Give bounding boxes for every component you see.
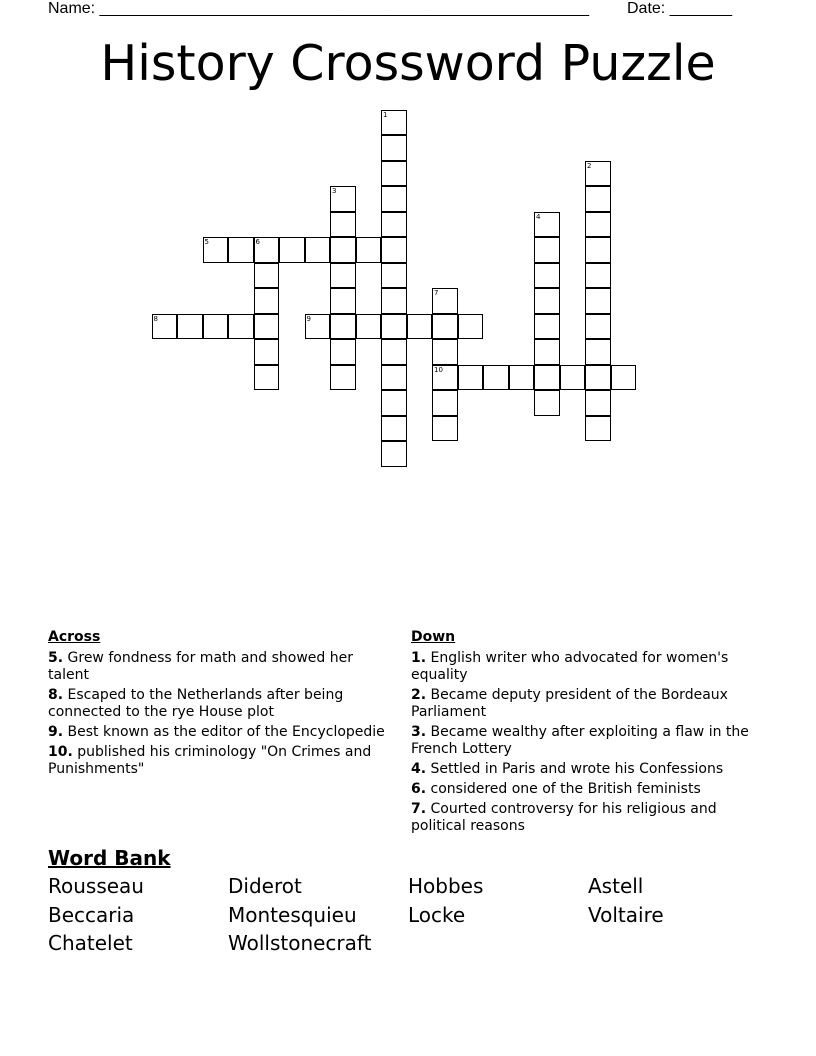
crossword-cell[interactable] <box>254 365 280 391</box>
clue-number: 6. <box>411 781 427 797</box>
crossword-cell[interactable] <box>203 314 229 340</box>
crossword-cell[interactable] <box>534 390 560 416</box>
crossword-cell[interactable] <box>381 110 407 136</box>
clue-text: Escaped to the Netherlands after being connected to the rye House plot <box>48 687 344 720</box>
clue-number: 3. <box>411 724 427 740</box>
crossword-cell[interactable] <box>458 365 484 391</box>
crossword-cell[interactable] <box>381 237 407 263</box>
word-bank-item: Montesquieu <box>228 903 357 927</box>
crossword-cell[interactable] <box>381 365 407 391</box>
clue-number-label: 7 <box>434 289 439 297</box>
word-bank-item: Beccaria <box>48 903 135 927</box>
crossword-cell[interactable] <box>585 365 611 391</box>
crossword-cell[interactable] <box>585 288 611 314</box>
word-bank-title: Word Bank <box>48 846 171 870</box>
crossword-cell[interactable] <box>228 314 254 340</box>
crossword-cell[interactable] <box>458 314 484 340</box>
crossword-cell[interactable] <box>381 135 407 161</box>
crossword-cell[interactable] <box>432 416 458 442</box>
crossword-cell[interactable] <box>585 263 611 289</box>
clue-down-2 <box>411 687 756 721</box>
clue-number: 9. <box>48 724 64 740</box>
clue-number: 2. <box>411 687 427 703</box>
clue-number-label: 1 <box>383 110 388 119</box>
crossword-cell[interactable] <box>330 339 356 365</box>
crossword-cell[interactable] <box>381 288 407 314</box>
clue-number-label: 2 <box>587 161 592 170</box>
clue-number: 1. <box>411 650 427 666</box>
crossword-cell[interactable] <box>534 339 560 365</box>
clue-text: Settled in Paris and wrote his Confessions <box>430 761 724 777</box>
clue-number: 5. <box>48 650 64 666</box>
clue-across-5 <box>48 650 393 684</box>
crossword-cell[interactable] <box>254 288 280 314</box>
crossword-cell[interactable] <box>432 339 458 365</box>
clue-text: English writer who advocated for women's equality <box>411 650 729 683</box>
word-bank-item: Wollstonecraft <box>228 931 372 955</box>
crossword-cell[interactable] <box>177 314 203 340</box>
date-field-label[interactable]: Date: _______ <box>627 0 732 17</box>
crossword-cell[interactable] <box>534 212 560 238</box>
clue-text: Became wealthy after exploiting a flaw in the French Lottery <box>411 724 749 757</box>
crossword-cell[interactable] <box>381 314 407 340</box>
clue-down-6 <box>411 781 756 798</box>
clue-number-label: 5 <box>204 238 209 246</box>
clue-text: Grew fondness for math and showed her talent <box>48 650 353 683</box>
crossword-cell[interactable] <box>228 237 254 263</box>
across-clues <box>48 629 393 781</box>
crossword-cell[interactable] <box>585 314 611 340</box>
crossword-cell[interactable] <box>254 237 280 263</box>
crossword-cell[interactable] <box>407 314 433 340</box>
clue-text: Best known as the editor of the Encyclopedie <box>67 724 385 740</box>
word-bank-item: Chatelet <box>48 931 133 955</box>
crossword-cell[interactable] <box>330 288 356 314</box>
crossword-cell[interactable] <box>534 288 560 314</box>
clue-number: 8. <box>48 687 64 703</box>
word-bank-item: Astell <box>588 874 644 898</box>
crossword-cell[interactable] <box>330 365 356 391</box>
clue-down-1 <box>411 650 756 684</box>
clue-number-label: 8 <box>153 314 158 323</box>
crossword-cell[interactable] <box>254 314 280 340</box>
crossword-cell[interactable] <box>534 263 560 289</box>
crossword-cell[interactable] <box>611 365 637 391</box>
crossword-cell[interactable] <box>356 237 382 263</box>
crossword-cell[interactable] <box>432 365 458 391</box>
crossword-cell[interactable] <box>203 237 229 263</box>
clue-text: Became deputy president of the Bordeaux Parliament <box>411 687 728 720</box>
crossword-cell[interactable] <box>534 237 560 263</box>
page-title: History Crossword Puzzle <box>100 35 716 92</box>
crossword-cell[interactable] <box>585 212 611 238</box>
crossword-cell[interactable] <box>381 186 407 212</box>
crossword-cell[interactable] <box>560 365 586 391</box>
clue-down-4 <box>411 761 756 778</box>
crossword-cell[interactable] <box>381 161 407 187</box>
crossword-cell[interactable] <box>483 365 509 391</box>
word-bank-item: Hobbes <box>408 874 484 898</box>
crossword-cell[interactable] <box>330 263 356 289</box>
word-bank-item: Locke <box>408 903 466 927</box>
crossword-cell[interactable] <box>585 339 611 365</box>
crossword-cell[interactable] <box>534 314 560 340</box>
clue-number: 4. <box>411 761 427 777</box>
clue-number-label: 10 <box>434 365 443 374</box>
crossword-cell[interactable] <box>330 314 356 340</box>
word-bank-item: Rousseau <box>48 874 144 898</box>
word-bank-item: Diderot <box>228 874 302 898</box>
clue-across-8 <box>48 687 393 721</box>
crossword-cell[interactable] <box>254 263 280 289</box>
clue-across-10 <box>48 744 393 778</box>
down-heading: Down <box>411 629 456 645</box>
name-field-label[interactable]: Name: _______________________________________________________ <box>48 0 589 17</box>
clue-text: published his criminology "On Crimes and Punishments" <box>48 744 372 777</box>
crossword-cell[interactable] <box>585 416 611 442</box>
crossword-cell[interactable] <box>534 365 560 391</box>
across-heading: Across <box>48 629 101 645</box>
clue-across-9 <box>48 724 393 741</box>
clue-down-3 <box>411 724 756 758</box>
crossword-cell[interactable] <box>279 237 305 263</box>
crossword-cell[interactable] <box>381 339 407 365</box>
down-clues <box>411 629 756 838</box>
crossword-cell[interactable] <box>432 288 458 314</box>
clue-text: considered one of the British feminists <box>430 781 701 797</box>
crossword-cell[interactable] <box>432 314 458 340</box>
clue-number-label: 9 <box>306 314 311 323</box>
crossword-cell[interactable] <box>330 237 356 263</box>
crossword-cell[interactable] <box>381 390 407 416</box>
crossword-cell[interactable] <box>305 237 331 263</box>
crossword-cell[interactable] <box>585 237 611 263</box>
crossword-cell[interactable] <box>381 416 407 442</box>
word-bank-item: Voltaire <box>588 903 664 927</box>
crossword-cell[interactable] <box>585 390 611 416</box>
crossword-cell[interactable] <box>381 263 407 289</box>
clue-number-label: 3 <box>332 187 337 195</box>
crossword-cell[interactable] <box>585 186 611 212</box>
crossword-cell[interactable] <box>381 212 407 238</box>
clue-text: Courted controversy for his religious and political reasons <box>411 801 717 834</box>
crossword-cell[interactable] <box>254 339 280 365</box>
crossword-cell[interactable] <box>305 314 331 340</box>
crossword-cell[interactable] <box>585 161 611 187</box>
clue-number-label: 6 <box>255 238 260 246</box>
crossword-cell[interactable] <box>152 314 178 340</box>
clue-number: 7. <box>411 801 427 817</box>
crossword-cell[interactable] <box>432 390 458 416</box>
clue-number-label: 4 <box>536 212 541 221</box>
crossword-cell[interactable] <box>330 212 356 238</box>
crossword-cell[interactable] <box>330 186 356 212</box>
crossword-cell[interactable] <box>381 441 407 467</box>
crossword-cell[interactable] <box>509 365 535 391</box>
clue-number: 10. <box>48 744 73 760</box>
crossword-cell[interactable] <box>356 314 382 340</box>
clue-down-7 <box>411 801 756 835</box>
